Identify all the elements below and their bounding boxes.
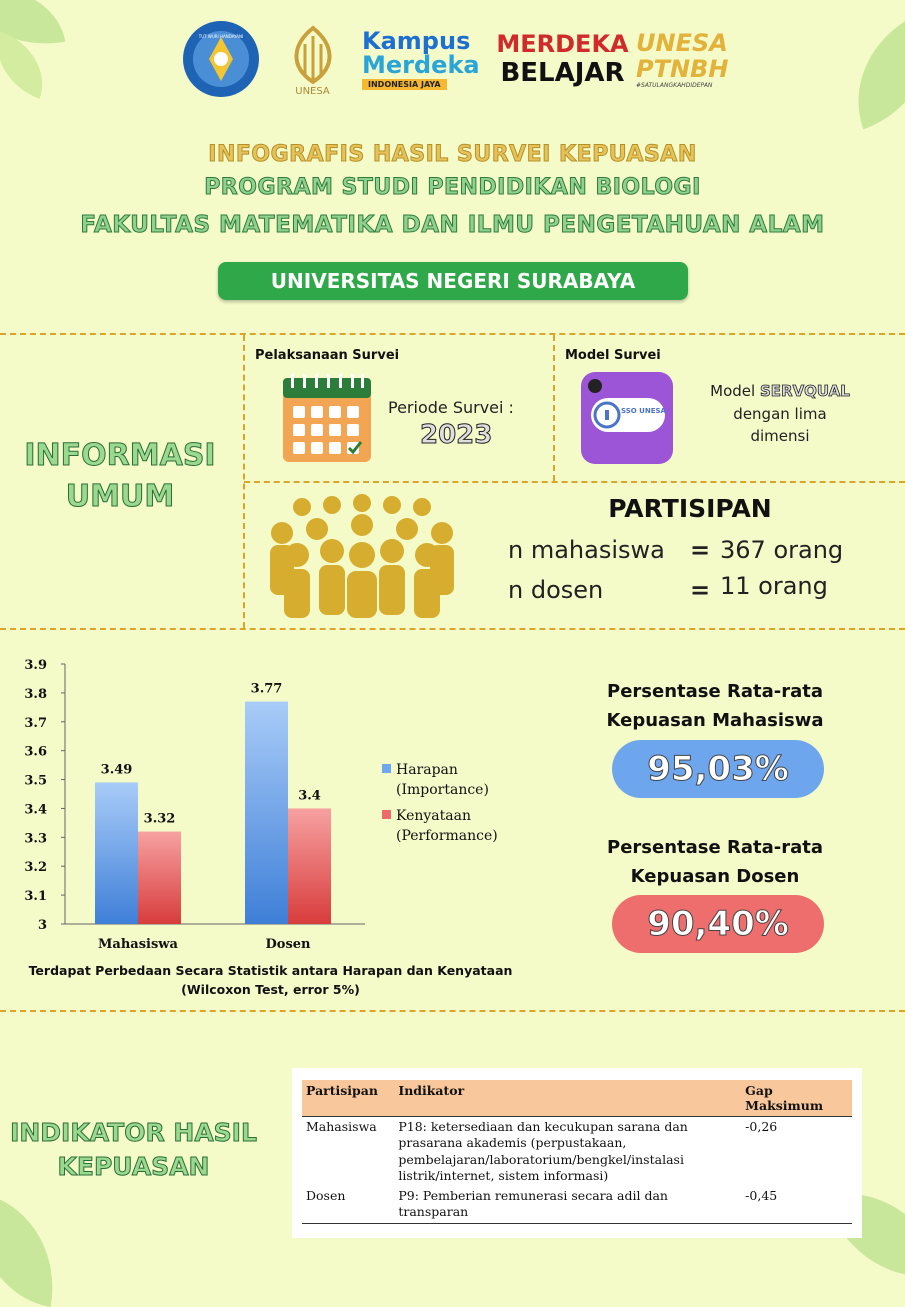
x-tick-label: Dosen (265, 937, 311, 952)
pct-mahasiswa-title-1: Persentase Rata-rata (607, 681, 823, 702)
mahasiswa-label: n mahasiswa (508, 536, 665, 564)
merdeka-belajar-logo (496, 14, 629, 104)
kampus-text: Kampus (362, 26, 471, 55)
y-tick-label: 3.3 (24, 831, 47, 847)
pct-dosen-title (585, 834, 845, 892)
chart-note (18, 962, 523, 1000)
periode-year: 2023 (420, 420, 493, 450)
ptnbh-line2: PTNBH (636, 54, 729, 83)
partisipan-title: PARTISIPAN (608, 494, 772, 523)
divider-bottom (0, 1010, 905, 1012)
y-tick-label: 3.9 (24, 658, 47, 673)
merdeka-belajar-line1: MERDEKA (496, 30, 629, 58)
legend-swatch (382, 764, 391, 773)
kampus-merdeka-logo (362, 14, 492, 104)
ptnbh-line1: UNESA (636, 28, 728, 57)
ptnbh-tag: #SATULANGKAHDIDEPAN (636, 81, 713, 89)
pct-mahasiswa-title-2: Kepuasan Mahasiswa (606, 709, 824, 731)
bar-data-label: 3.49 (100, 762, 133, 778)
bar-data-label: 3.77 (250, 681, 283, 697)
people-group-icon (262, 493, 462, 618)
unesa-logo (275, 14, 350, 104)
col-gap: Gap Maksimum (741, 1080, 852, 1117)
informasi-line2: UMUM (65, 478, 175, 514)
periode-label: Periode Survei : (388, 398, 514, 417)
divider-chart (0, 628, 905, 630)
header-title-line3: FAKULTAS MATEMATIKA DAN ILMU PENGETAHUAN ALAM (80, 212, 825, 238)
calendar-icon (281, 372, 373, 464)
unesa-ptnbh-logo (636, 14, 746, 104)
dosen-equals: = (690, 576, 711, 604)
header-title-line1: INFOGRAFIS HASIL SURVEI KEPUASAN (208, 142, 697, 167)
unesa-emblem-icon (283, 24, 343, 94)
satisfaction-bar-chart (10, 650, 540, 960)
legend-label-sub: (Importance) (396, 782, 489, 798)
row-indikator: P9: Pemberian remunerasi secara adil dan transparan (394, 1186, 741, 1223)
legend-label: Kenyataan (396, 808, 471, 824)
indikator-line1: INDIKATOR HASIL (10, 1118, 257, 1147)
pct-mahasiswa-value: 95,03% (612, 740, 824, 798)
pct-mahasiswa-title (585, 678, 845, 736)
mahasiswa-value: 367 orang (720, 536, 844, 564)
legend-swatch (382, 810, 391, 819)
sso-key-icon (581, 372, 673, 464)
indikator-table-box (292, 1068, 862, 1238)
divider-top (0, 333, 905, 335)
pct-dosen-value: 90,40% (612, 895, 824, 953)
legend-label: Harapan (396, 762, 458, 778)
pelaksanaan-title: Pelaksanaan Survei (255, 348, 400, 363)
y-tick-label: 3.7 (24, 715, 47, 731)
indikator-line2: KEPUASAN (57, 1151, 210, 1181)
y-tick-label: 3.6 (24, 744, 47, 760)
y-tick-label: 3.4 (24, 802, 47, 818)
model-description (690, 380, 870, 448)
row-gap: -0,45 (741, 1186, 852, 1223)
divider-vertical-mid (553, 335, 555, 481)
section-label-indikator (6, 1116, 261, 1184)
mahasiswa-equals: = (690, 536, 711, 564)
university-badge: UNIVERSITAS NEGERI SURABAYA (218, 262, 688, 300)
tut-wuri-text: TUT WURI HANDAYANI (198, 34, 244, 39)
col-indikator: Indikator (394, 1080, 741, 1117)
merdeka-belajar-line2: BELAJAR (500, 58, 625, 88)
header-title-line2: PROGRAM STUDI PENDIDIKAN BIOLOGI (204, 175, 701, 200)
chart-note-line2: (Wilcoxon Test, error 5%) (181, 981, 360, 997)
divider-vertical-left (243, 335, 245, 628)
bar-data-label: 3.4 (298, 788, 321, 804)
model-suffix-2: dimensi (750, 427, 810, 445)
model-name: SERVQUAL (759, 382, 850, 400)
informasi-line1: INFORMASI (24, 438, 216, 473)
sso-unesa-app-icon (581, 372, 673, 464)
dosen-value: 11 orang (720, 572, 828, 600)
tut-wuri-handayani-icon (181, 19, 261, 99)
y-tick-label: 3.5 (24, 773, 47, 789)
bar-harapan-dosen (245, 702, 288, 924)
indikator-table (302, 1080, 852, 1224)
pct-dosen-title-2: Kepuasan Dosen (630, 865, 800, 887)
y-tick-label: 3.8 (24, 686, 47, 702)
pct-dosen-title-1: Persentase Rata-rata (607, 837, 823, 858)
model-prefix: Model (710, 382, 760, 400)
indikator-table-header (302, 1080, 852, 1117)
indonesia-jaya-tag: INDONESIA JAYA (362, 79, 447, 90)
legend-label-sub: (Performance) (396, 828, 498, 844)
leaf-decoration-bottom-left (0, 1193, 68, 1307)
row-partisipan: Mahasiswa (306, 1119, 377, 1134)
bar-kenyataan-dosen (288, 808, 331, 924)
model-suffix-1: dengan lima (733, 404, 827, 423)
sso-unesa-label: SSO UNESA (621, 407, 666, 415)
bar-data-label: 3.32 (143, 811, 176, 827)
tut-wuri-handayani-logo (180, 14, 262, 104)
y-tick-label: 3 (37, 918, 47, 933)
merdeka-text: Merdeka (362, 50, 480, 79)
row-gap: -0,26 (745, 1119, 778, 1134)
section-label-informasi (10, 436, 230, 517)
dosen-label: n dosen (508, 576, 604, 604)
logo-row (0, 14, 905, 104)
bar-harapan-mahasiswa (95, 782, 138, 924)
row-indikator: P18: ketersediaan dan kecukupan sarana dan prasarana akademis (perpustakaan, pembelajaran/laboratorium/bengkel/instalasi listrik/internet, sistem informasi) (398, 1119, 688, 1183)
chart-note-line1: Terdapat Perbedaan Secara Statistik antara Harapan dan Kenyataan (28, 963, 513, 978)
y-tick-label: 3.1 (24, 889, 47, 905)
bar-kenyataan-mahasiswa (138, 832, 181, 924)
table-row (302, 1117, 852, 1187)
unesa-logo-text: UNESA (295, 86, 330, 97)
divider-mid-info (244, 481, 905, 483)
col-partisipan: Partisipan (302, 1080, 394, 1117)
row-partisipan: Dosen (302, 1186, 394, 1223)
model-survei-title: Model Survei (565, 348, 661, 363)
table-row (302, 1186, 852, 1223)
y-tick-label: 3.2 (24, 860, 47, 876)
x-tick-label: Mahasiswa (98, 937, 178, 952)
